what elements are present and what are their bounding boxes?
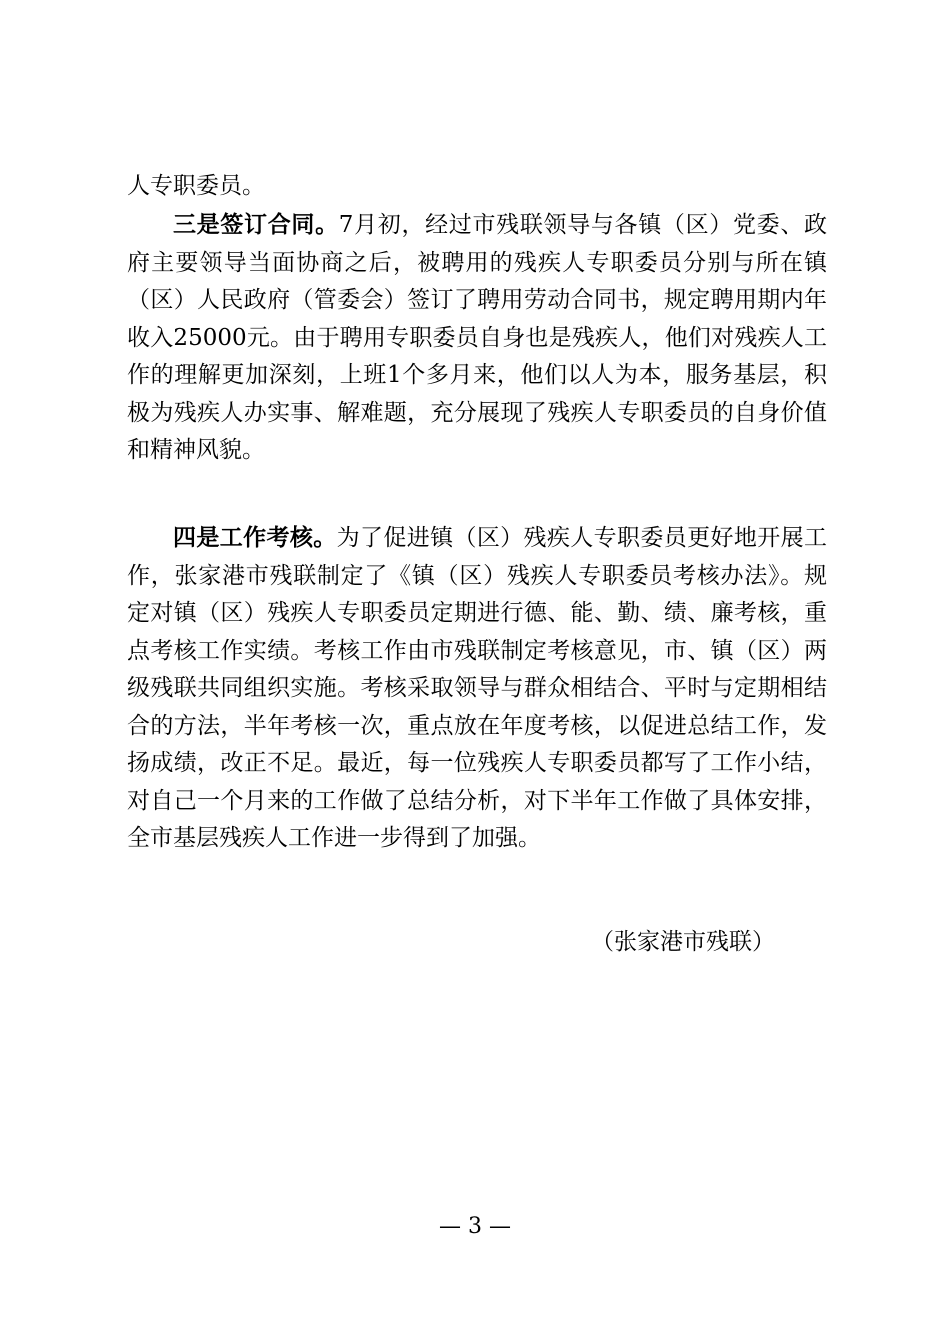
paragraph-body-signing-contract: 7月初，经过市残联领导与各镇（区）党委、政府主要领导当面协商之后，被聘用的残疾人专职委员分别与所在镇（区）人民政府（管委会）签订了聘用劳动合同书，规定聘用期内年收入25000元。由于聘用专职委员自身也是残疾人，他们对残疾人工作的理解更加深刻，上班1个多月来，他们以人为本，服务基层，积极为残疾人办实事、解难题，充分展现了残疾人专职委员的自身价值和精神风貌。	[127, 212, 827, 463]
page-number: — 3 —	[439, 1214, 511, 1239]
source-attribution: （张家港市残联）	[591, 929, 775, 955]
paragraph-continuation: 人专职委员。	[127, 173, 265, 199]
paragraph-body-work-assessment: 为了促进镇（区）残疾人专职委员更好地开展工作，张家港市残联制定了《镇（区）残疾人专职委员考核办法》。规定对镇（区）残疾人专职委员定期进行德、能、勤、绩、廉考核，重点考核工作实绩。考核工作由市残联制定考核意见，市、镇（区）两级残联共同组织实施。考核采取领导与群众相结合、平时与定期相结合的方法，半年考核一次，重点放在年度考核，以促进总结工作，发扬成绩，改正不足。最近，每一位残疾人专职委员都写了工作小结，对自己一个月来的工作做了总结分析，对下半年工作做了具体安排，全市基层残疾人工作进一步得到了加强。	[127, 525, 828, 851]
paragraph-lead-work-assessment: 四是工作考核。	[173, 524, 337, 551]
paragraph-work-assessment	[127, 519, 827, 858]
paragraph-lead-signing-contract: 三是签订合同。	[173, 211, 339, 238]
paragraph-signing-contract	[127, 206, 827, 470]
